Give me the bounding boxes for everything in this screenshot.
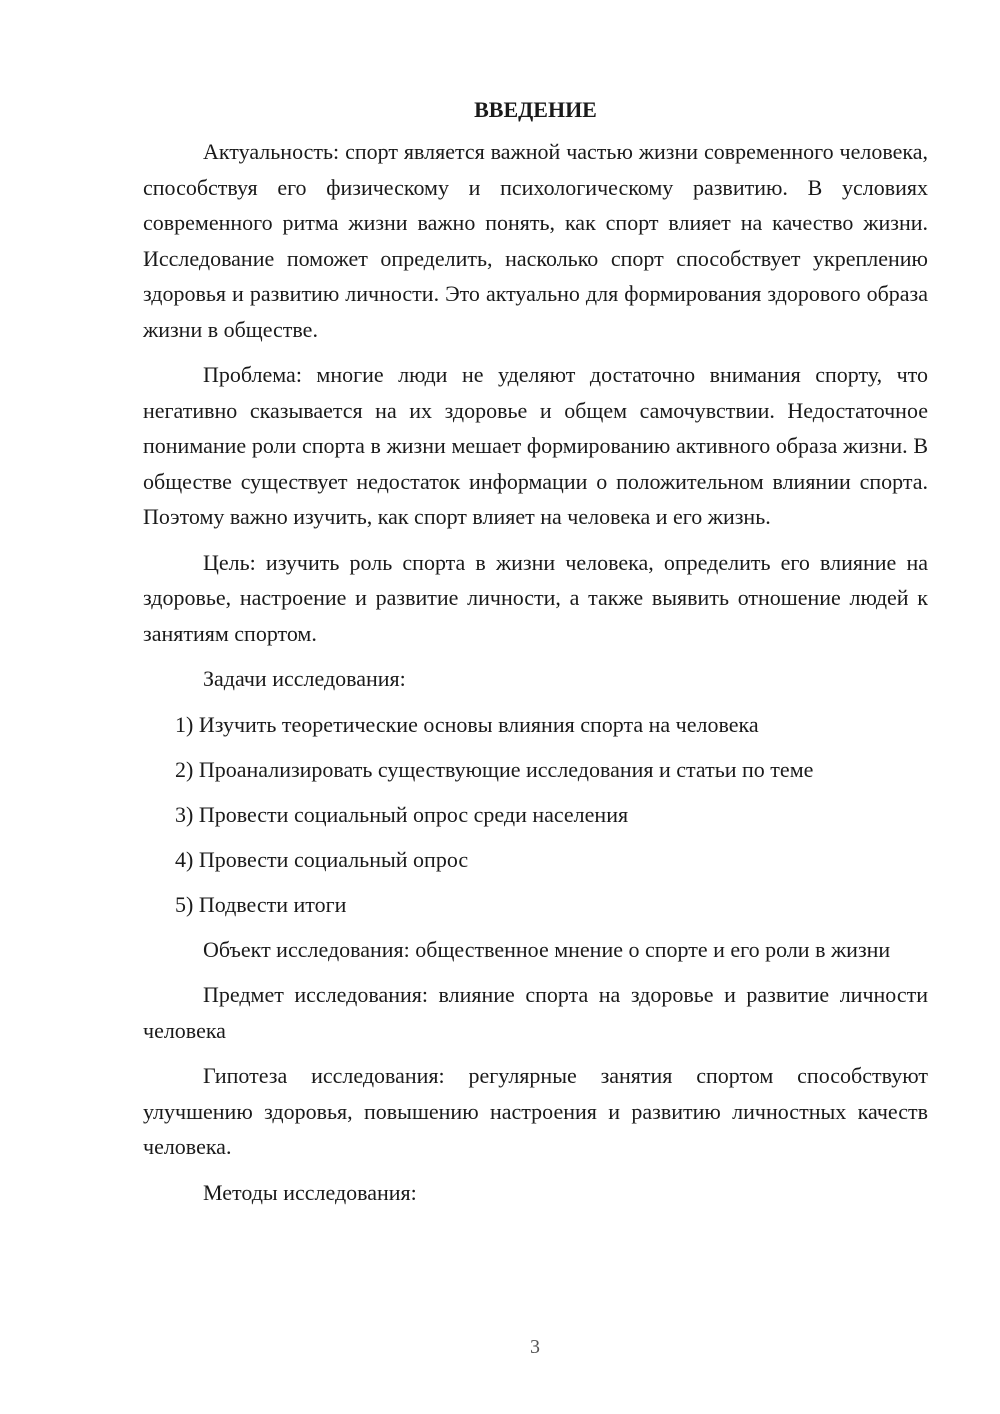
paragraph-subject: Предмет исследования: влияние спорта на здоровье и развитие личности человека xyxy=(143,982,928,1043)
paragraph-methods-heading: Методы исследования: xyxy=(203,1179,417,1205)
page-content xyxy=(143,92,928,1220)
section-title: ВВЕДЕНИЕ xyxy=(474,97,597,122)
paragraph-problem: Проблема: многие люди не уделяют достаточно внимания спорту, что негативно сказывается на их здоровье и общем самочувствии. Недостаточное понимание роли спорта в жизни мешает формированию активного образа жизни. В обществе существует недостаток информации о положительном влиянии спорта. Поэтому важно изучить, как спорт влияет на человека и его жизнь. xyxy=(143,362,928,529)
list-item: 1) Изучить теоретические основы влияния спорта на человека xyxy=(175,711,759,737)
list-item: 2) Проанализировать существующие исследования и статьи по теме xyxy=(175,756,814,782)
list-item: 4) Провести социальный опрос xyxy=(175,846,469,872)
list-item: 5) Подвести итоги xyxy=(175,891,347,917)
paragraph-relevance: Актуальность: спорт является важной частью жизни современного человека, способствуя его физическому и психологическому развитию. В условиях современного ритма жизни важно понять, как спорт влияет на качество жизни. Исследование поможет определить, насколько спорт способствует укреплению здоровья и развитию личности. Это актуально для формирования здорового образа жизни в обществе. xyxy=(143,139,928,342)
page-number: 3 xyxy=(530,1336,540,1358)
paragraph-goal: Цель: изучить роль спорта в жизни человека, определить его влияние на здоровье, настроение и развитие личности, а также выявить отношение людей к занятиям спортом. xyxy=(143,549,928,646)
paragraph-object: Объект исследования: общественное мнение о спорте и его роли в жизни xyxy=(203,936,891,962)
paragraph-tasks-heading: Задачи исследования: xyxy=(203,666,406,691)
list-item: 3) Провести социальный опрос среди населения xyxy=(175,801,629,827)
tasks-list xyxy=(143,707,928,923)
paragraph-hypothesis: Гипотеза исследования: регулярные занятия спортом способствуют улучшению здоровья, повышению настроения и развитию личностных качеств человека. xyxy=(143,1063,928,1159)
